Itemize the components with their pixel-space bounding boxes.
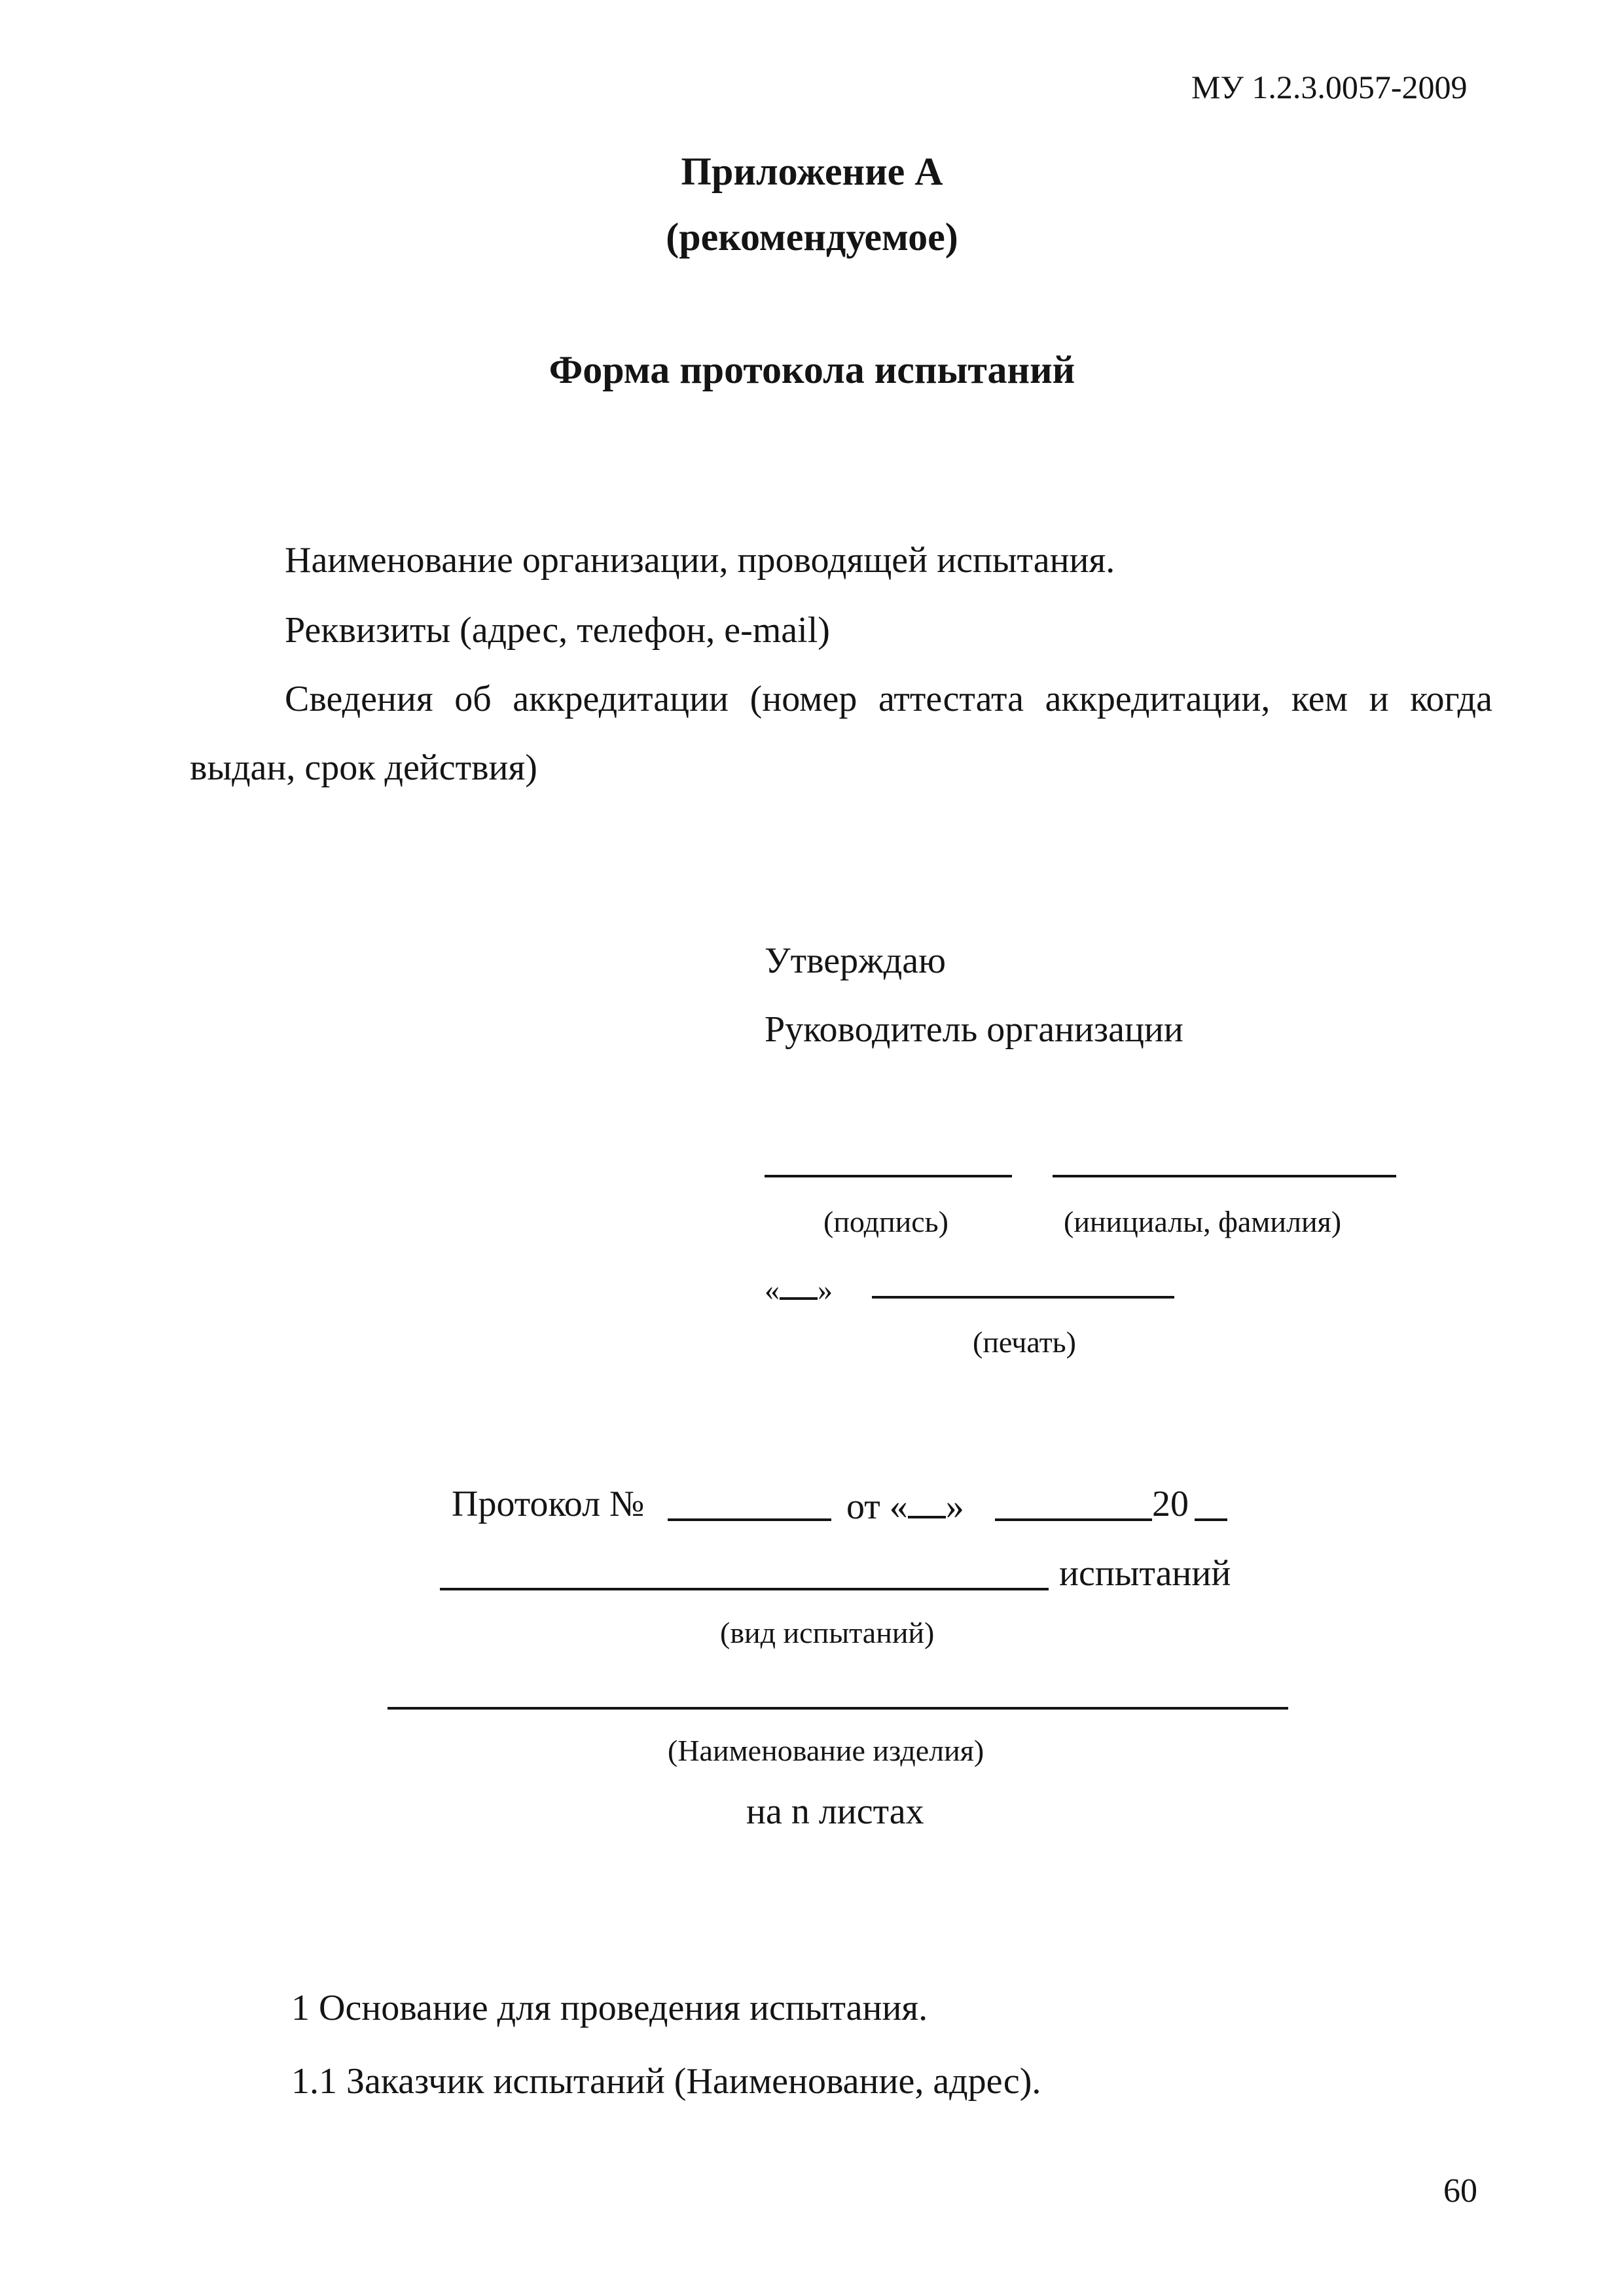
month-line <box>872 1296 1174 1299</box>
stamp-caption: (печать) <box>973 1325 1076 1359</box>
organization-name-line: Наименование организации, проводящей испытания. <box>285 540 1115 581</box>
approve-label: Утверждаю <box>765 941 946 981</box>
test-kind-caption: (вид испытаний) <box>720 1616 935 1649</box>
document-code: МУ 1.2.3.0057-2009 <box>1191 69 1468 105</box>
product-name-line <box>388 1707 1288 1710</box>
sheets-count: на n листах <box>746 1791 924 1832</box>
accreditation-line-1: Сведения об аккредитации (номер аттестата аккредитации, кем и когда <box>285 679 1492 719</box>
day-blank <box>780 1267 818 1300</box>
form-title: Форма протокола испытаний <box>549 348 1075 391</box>
protocol-day-blank <box>908 1486 946 1518</box>
initials-caption: (инициалы, фамилия) <box>1064 1205 1342 1238</box>
date-field <box>765 1267 833 1305</box>
protocol-quote-close: » <box>945 1486 964 1527</box>
appendix-title: Приложение А <box>681 150 943 193</box>
requisites-line: Реквизиты (адрес, телефон, e-mail) <box>285 610 830 651</box>
protocol-year-prefix: 20 <box>1152 1484 1189 1524</box>
section-1: 1 Основание для проведения испытания. <box>291 1988 928 2028</box>
quote-close: » <box>818 1273 833 1306</box>
signature-caption: (подпись) <box>823 1205 948 1238</box>
appendix-status: (рекомендуемое) <box>666 215 958 259</box>
section-1-1: 1.1 Заказчик испытаний (Наименование, адрес). <box>291 2061 1041 2102</box>
page-number: 60 <box>1443 2172 1477 2210</box>
head-of-organization-label: Руководитель организации <box>765 1009 1183 1050</box>
initials-line <box>1053 1175 1396 1177</box>
protocol-month-line <box>995 1518 1152 1521</box>
protocol-year-line <box>1195 1518 1227 1521</box>
protocol-label: Протокол № <box>452 1484 645 1524</box>
signature-line <box>765 1175 1012 1177</box>
accreditation-line-2: выдан, срок действия) <box>190 747 537 788</box>
product-name-caption: (Наименование изделия) <box>668 1734 984 1767</box>
tests-word: испытаний <box>1059 1553 1231 1594</box>
protocol-from-text: от « <box>846 1486 908 1527</box>
protocol-number-line <box>668 1518 831 1521</box>
quote-open: « <box>765 1273 780 1306</box>
protocol-from-label <box>846 1486 964 1525</box>
test-kind-line <box>440 1588 1049 1590</box>
